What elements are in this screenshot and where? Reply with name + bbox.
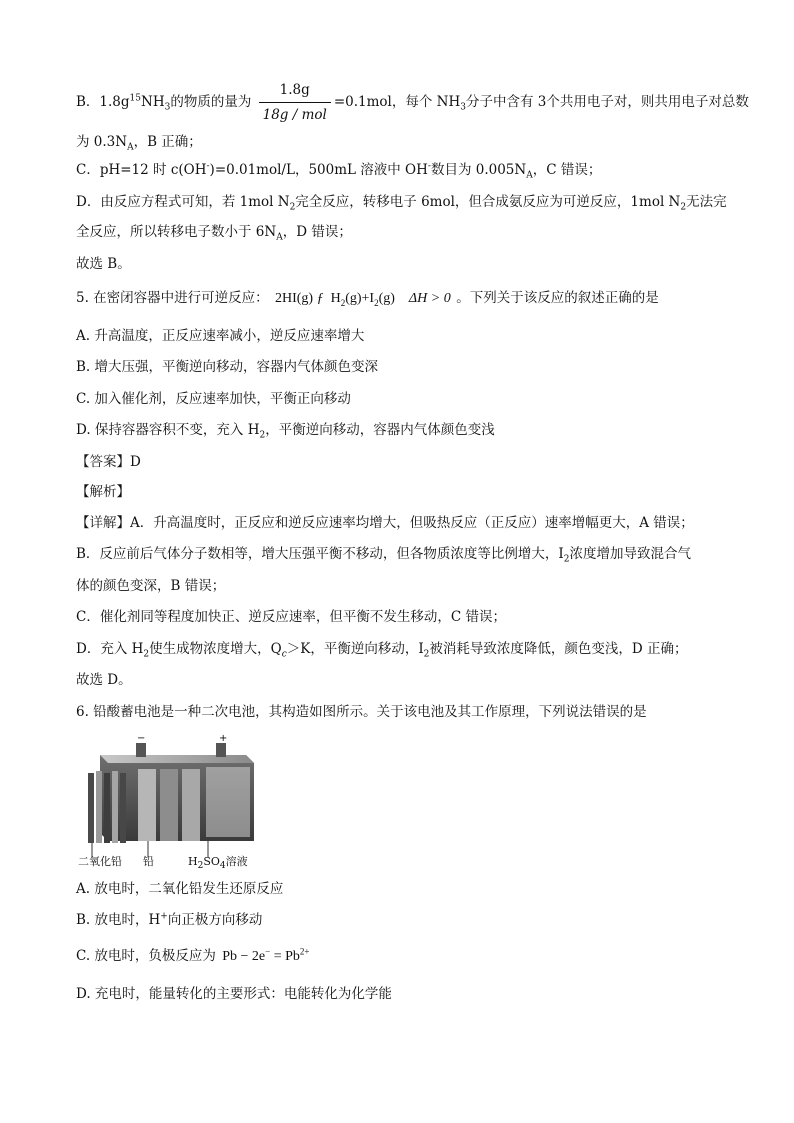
q5-conclusion: 故选 D。 bbox=[76, 672, 132, 688]
q6-option-b: B. 放电时，H+向正极方向移动 bbox=[76, 911, 263, 928]
q6-option-c: C. 放电时，负极反应为 $Pb - 2e^- = Pb^{2+}$ bbox=[76, 946, 310, 964]
q6-option-d: D. 充电时，能量转化的主要形式：电能转化为化学能 bbox=[76, 986, 392, 1002]
q5-detail-b-line2: 体的颜色变深，B 错误； bbox=[76, 578, 226, 594]
lead-acid-battery-figure bbox=[78, 733, 258, 872]
q4-option-c: C．pH=12 时 c(OH-)=0.01mol/L，500mL 溶液中 OH-数目为 $0.005N_A$，C 错误； bbox=[76, 161, 602, 181]
cell-divider-3 bbox=[182, 769, 200, 841]
q4-option-b-line2: 为 $0.3N_A$，B 正确； bbox=[76, 134, 202, 153]
battery-top bbox=[100, 755, 254, 763]
negative-terminal bbox=[136, 743, 146, 757]
q4-option-b-line1: B．$1.8g^{15}NH_3$的物质的量为 $\frac{1.8g}{\text{18g / mol}}$ =0.1mol，每个 $NH_3$分子中含有 3个共用电子对，则共用电子对总数 bbox=[76, 82, 749, 123]
plus-sign: + bbox=[219, 733, 228, 744]
q5-option-a: A. 升高温度，正反应速率减小，逆反应速率增大 bbox=[76, 328, 365, 344]
cell-divider-1 bbox=[138, 769, 156, 841]
q6-option-a: A. 放电时，二氧化铅发生还原反应 bbox=[76, 881, 284, 897]
minus-sign: − bbox=[137, 733, 146, 744]
positive-terminal bbox=[216, 743, 226, 757]
q5-option-d: D. 保持容器容积不变，充入 $H_2$，平衡逆向移动，容器内气体颜色变浅 bbox=[76, 422, 495, 441]
plate-2 bbox=[96, 771, 102, 843]
q5-stem: 5. 在密闭容器中进行可逆反应： 2HI(g) ƒ $H_2(g)+I_2(g)$ ΔH > 0 。下列关于该反应的叙述正确的是 bbox=[76, 290, 659, 308]
q5-analysis-label: 【解析】 bbox=[76, 484, 130, 500]
q4-option-d-line2: 全反应，所以转移电子数小于 $6N_A$，D 错误； bbox=[76, 224, 352, 243]
q5-detail-a: 【详解】A．升高温度时，正反应和逆反应速率均增大，但吸热反应（正反应）速率增幅更大，A 错误； bbox=[76, 515, 694, 531]
q4-option-d-line1: D．由反应方程式可知，若 1mol $N_2$完全反应，转移电子 6mol，但合成氨反应为可逆反应，1mol $N_2$无法完 bbox=[76, 194, 727, 213]
q5-answer: 【答案】D bbox=[76, 454, 141, 470]
q5-detail-b-line1: B．反应前后气体分子数相等，增大压强平衡不移动，但各物质浓度等比例增大，$I_2$浓度增加导致混合气 bbox=[76, 546, 691, 565]
label-sulfuric-acid: $H_2SO_4$溶液 bbox=[188, 855, 248, 872]
q5-option-c: C. 加入催化剂，反应速率加快，平衡正向移动 bbox=[76, 391, 351, 407]
plate-1 bbox=[88, 773, 94, 843]
q5-option-b: B. 增大压强，平衡逆向移动，容器内气体颜色变深 bbox=[76, 359, 379, 375]
label-lead-dioxide: 二氧化铅 bbox=[78, 855, 122, 868]
q6-stem: 6. 铅酸蓄电池是一种二次电池，其构造如图所示。关于该电池及其工作原理，下列说法错误的是 bbox=[76, 704, 647, 720]
plate-5 bbox=[120, 773, 126, 843]
q5-detail-d: D．充入 $H_2$使生成物浓度增大，$Q_c>K$，平衡逆向移动，$I_2$被消耗导致浓度降低，颜色变浅，D 正确； bbox=[76, 641, 688, 660]
q5-detail-c: C．催化剂同等程度加快正、逆反应速率，但平衡不发生移动，C 错误； bbox=[76, 609, 506, 625]
label-lead: 铅 bbox=[143, 855, 154, 868]
plate-3 bbox=[104, 773, 110, 843]
q5-equation: 2HI(g) ƒ $H_2(g)+I_2(g)$ ΔH > 0 bbox=[274, 291, 451, 308]
cell-divider-2 bbox=[160, 769, 178, 841]
plate-4 bbox=[112, 771, 118, 843]
case-face bbox=[206, 767, 250, 837]
q4-conclusion: 故选 B。 bbox=[76, 256, 131, 272]
molar-fraction: $\frac{1.8g}{\text{18g / mol}}$ bbox=[259, 80, 331, 125]
